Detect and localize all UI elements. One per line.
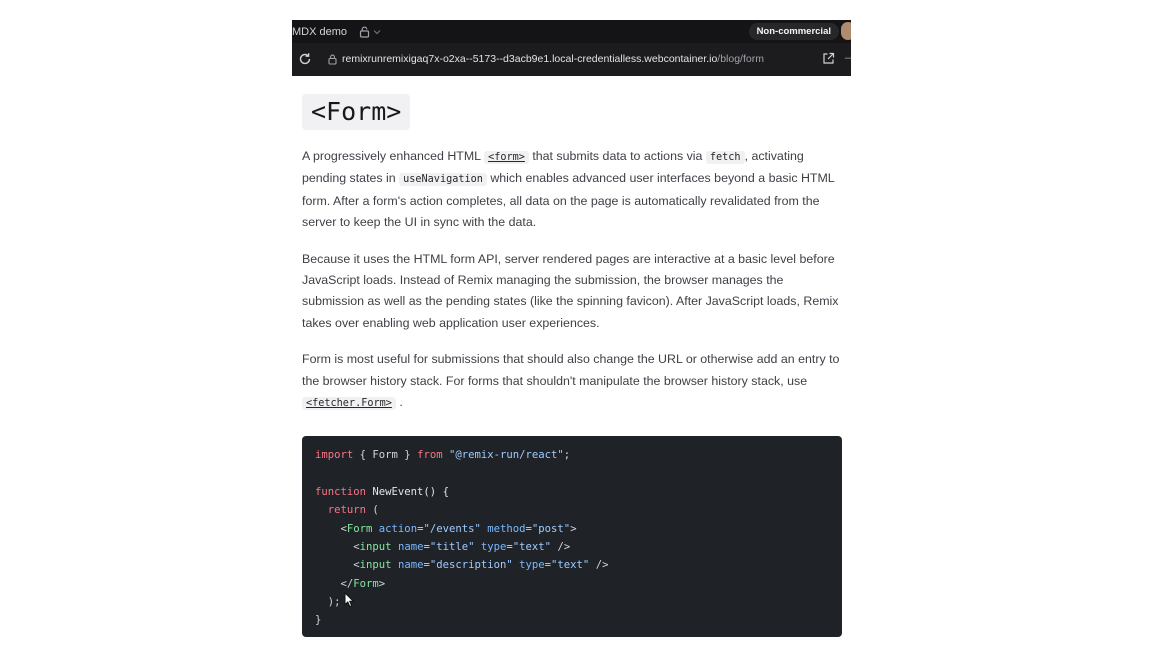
url-text — [342, 53, 764, 65]
external-link-icon[interactable] — [822, 52, 835, 65]
code-line: <Form action="/events" method="post"> — [340, 522, 577, 535]
avatar[interactable] — [841, 22, 851, 40]
browser-window — [292, 20, 851, 648]
lock-menu-button[interactable] — [359, 26, 381, 38]
text-run: which enables advanced user interfaces beyond a basic HTML form. After a form's action completes, all data on the page is automatically revalidated from the server to keep the UI in sync with the data. — [302, 171, 835, 230]
code-line: return ( — [327, 504, 379, 517]
page-title-wrap — [302, 94, 410, 130]
fetch-code: fetch — [706, 151, 745, 164]
usenavigation-code: useNavigation — [399, 173, 487, 186]
chevron-down-icon — [373, 29, 381, 35]
page-title: <Form> — [311, 97, 402, 126]
reload-icon[interactable] — [298, 52, 312, 66]
title-bar — [292, 20, 851, 43]
text-run: . — [395, 395, 403, 410]
code-line: </Form> — [340, 577, 386, 590]
code-line: ); — [315, 595, 341, 608]
text-run: Form is most useful for submissions that should also change the URL or otherwise add an entry to the browser history stack. For forms that shouldn't manipulate the browser history stack, use — [302, 352, 840, 388]
usage-paragraph — [302, 349, 847, 414]
form-link[interactable]: <form> — [484, 151, 529, 164]
fetcher-form-link[interactable]: <fetcher.Form> — [302, 397, 396, 410]
code-block — [302, 436, 842, 637]
article — [292, 76, 851, 637]
url-host: remixrunremixigaq7x-o2xa--5173--d3acb9e1.local-credentialless.webcontainer.io — [342, 53, 718, 65]
app-title: MDX demo — [292, 25, 348, 38]
lock-icon — [328, 54, 337, 65]
code-line: <input name="title" type="text" /> — [353, 540, 571, 553]
code-line — [315, 465, 842, 483]
code-line: } — [315, 614, 322, 627]
mouse-pointer-icon — [344, 592, 356, 608]
license-badge: Non-commercial — [749, 23, 839, 40]
code-line: import { Form } from "@remix-run/react"; — [315, 449, 571, 462]
html-api-paragraph: Because it uses the HTML form API, server rendered pages are interactive at a basic level before JavaScript loads. Instead of Remix managing the submission, the browser manages the submission as well as the pending states (like the spinning favicon). After JavaScript loads, Remix takes over enabling web application user experiences. — [302, 251, 839, 330]
code-line: <input name="description" type="text" /> — [353, 559, 609, 572]
address-bar — [292, 43, 851, 76]
text-run: that submits data to actions via — [528, 149, 706, 163]
url-field[interactable] — [320, 48, 790, 70]
lock-icon — [359, 26, 370, 38]
intro-paragraph — [302, 146, 847, 234]
code-line: function NewEvent() { — [315, 486, 449, 499]
toolbar-overflow[interactable]: – — [844, 52, 851, 64]
text-run: , activating pending states in — [302, 149, 804, 186]
url-path: /blog/form — [717, 53, 764, 65]
text-run: A progressively enhanced HTML — [302, 149, 485, 163]
